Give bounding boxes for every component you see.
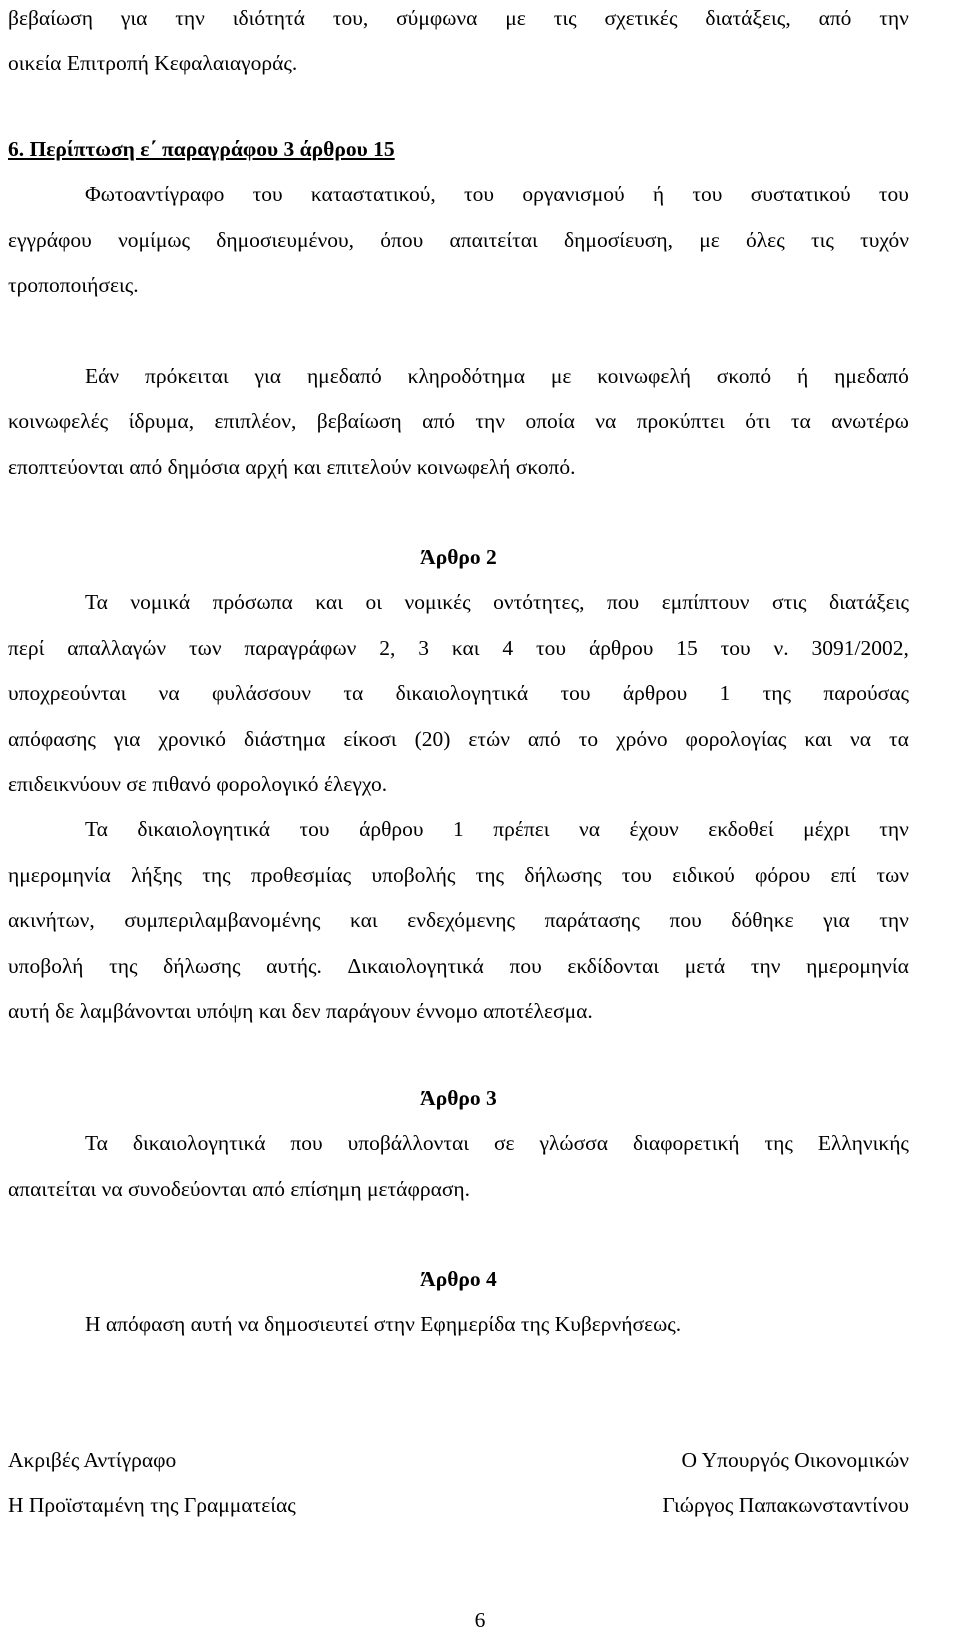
word: εγγράφου <box>8 227 92 252</box>
article-4-section <box>8 1257 909 1348</box>
word: βεβαίωση <box>8 6 93 30</box>
word: για <box>823 908 850 933</box>
word: να <box>579 817 601 842</box>
word: Δικαιολογητικά <box>347 953 484 978</box>
word: και <box>804 726 833 751</box>
word: παράτασης <box>544 908 640 933</box>
paragraph-line: αυτή δε λαμβάνονται υπόψη και δεν παράγουν έννομο αποτέλεσμα. <box>8 998 593 1023</box>
word: ετών <box>468 726 510 751</box>
paragraph-line: εποπτεύονται από δημόσια αρχή και επιτελούν κοινωφελή σκοπό. <box>8 454 576 479</box>
word: για <box>254 364 282 388</box>
word: υποβάλλονται <box>347 1131 470 1156</box>
word: ακινήτων, <box>8 908 95 933</box>
word: σε <box>493 1131 515 1156</box>
word: Φωτοαντίγραφο <box>85 182 225 207</box>
paragraph-line: τροποποιήσεις. <box>8 273 139 298</box>
signature-right-line-1: Ο Υπουργός Οικονομικών <box>681 1448 909 1472</box>
word: του, <box>332 6 369 30</box>
case-6-heading: 6. Περίπτωση ε΄ παραγράφου 3 άρθρου 15 <box>8 137 395 161</box>
word: κοινωφελές <box>8 409 109 434</box>
word: τις <box>553 6 577 30</box>
word: ειδικού <box>672 862 735 887</box>
word: του <box>560 681 591 706</box>
article-3-heading: Άρθρο 3 <box>420 1086 497 1110</box>
article-2-heading: Άρθρο 2 <box>420 545 497 569</box>
article-3-section <box>8 1076 909 1212</box>
word: Εάν <box>85 364 120 388</box>
word: για <box>120 6 148 30</box>
justified-line <box>8 853 909 898</box>
word: υποβολής <box>371 862 456 887</box>
justified-line <box>8 172 909 217</box>
word: όλες <box>746 227 785 252</box>
word: 3091/2002, <box>811 635 909 660</box>
word: επιπλέον, <box>214 409 297 434</box>
word: τα <box>790 409 811 434</box>
word: ότι <box>745 409 771 434</box>
word: ή <box>652 182 665 207</box>
word: ημεδαπό <box>306 364 382 388</box>
word: αυτής. <box>266 953 322 978</box>
word: την <box>879 6 909 30</box>
word: νομίμως <box>118 227 191 252</box>
word: χρονικό <box>158 726 226 751</box>
word: οι <box>365 590 383 615</box>
word: φυλάσσουν <box>211 681 312 706</box>
word: έχουν <box>629 817 679 842</box>
word: επί <box>830 862 857 887</box>
word: 15 <box>676 635 698 660</box>
word: την <box>750 953 781 978</box>
word: δημοσίευση, <box>564 227 673 252</box>
word: πρόσωπα <box>212 590 293 615</box>
word: στις <box>771 590 807 615</box>
word: δημοσιευμένου, <box>216 227 355 252</box>
paragraph-line: επιδεικνύουν σε πιθανό φορολογικό έλεγχο. <box>8 771 388 796</box>
word: τα <box>343 681 364 706</box>
word: διατάξεις, <box>705 6 791 30</box>
word: με <box>550 364 572 388</box>
word: του <box>878 182 909 207</box>
word: από <box>818 6 852 30</box>
top-paragraph <box>8 0 909 87</box>
signature-right-line-2: Γιώργος Παπακωνσταντίνου <box>662 1493 909 1518</box>
paragraph-line: Η απόφαση αυτή να δημοσιευτεί στην Εφημερίδα της Κυβερνήσεως. <box>85 1312 682 1337</box>
word: τις <box>810 227 834 252</box>
justified-line <box>8 218 909 263</box>
word: νομικά <box>130 590 191 615</box>
word: (20) <box>414 726 451 751</box>
word: συστατικού <box>750 182 851 207</box>
word: το <box>578 726 599 751</box>
word: του <box>692 182 723 207</box>
word: και <box>349 908 378 933</box>
word: διάστημα <box>243 726 326 751</box>
case-6-extra-paragraph <box>8 354 909 490</box>
word: ανωτέρω <box>831 409 909 434</box>
word: σχετικές <box>604 6 678 30</box>
word: φόρου <box>754 862 811 887</box>
word: βεβαίωση <box>316 409 402 434</box>
word: σκοπό <box>716 364 772 388</box>
word: μέχρι <box>803 817 850 842</box>
word: υποβολή <box>8 953 84 978</box>
justified-line <box>8 1121 909 1166</box>
word: ν. <box>773 635 789 660</box>
word: δικαιολογητικά <box>395 681 529 706</box>
word: από <box>422 409 455 434</box>
word: άρθρου <box>359 817 424 842</box>
word: την <box>175 6 205 30</box>
word: οποία <box>525 409 575 434</box>
word: συμπεριλαμβανομένης <box>124 908 321 933</box>
article-2-section <box>8 535 909 1034</box>
word: Ελληνικής <box>817 1131 909 1156</box>
word: της <box>109 953 138 978</box>
signature-row <box>8 1438 909 1483</box>
word: περί <box>8 635 45 660</box>
signature-row <box>8 1483 909 1528</box>
case-6-section <box>8 127 909 309</box>
word: ή <box>796 364 809 388</box>
word: απόφασης <box>8 726 96 751</box>
article-4-heading: Άρθρο 4 <box>420 1267 497 1291</box>
word: να <box>595 409 617 434</box>
word: Τα <box>85 590 108 615</box>
justified-line <box>8 944 909 989</box>
word: κληροδότημα <box>407 364 525 388</box>
word: πρέπει <box>493 817 550 842</box>
word: 1 <box>719 681 731 706</box>
word: τυχόν <box>860 227 909 252</box>
word: γλώσσα <box>539 1131 609 1156</box>
justified-line <box>8 399 909 444</box>
word: 4 <box>502 635 514 660</box>
word: των <box>189 635 222 660</box>
word: κοινωφελή <box>597 364 691 388</box>
word: που <box>669 908 702 933</box>
word: δικαιολογητικά <box>132 1131 266 1156</box>
word: ιδιότητά <box>232 6 305 30</box>
word: διατάξεις <box>829 590 909 615</box>
word: καταστατικού, <box>310 182 436 207</box>
justified-line <box>8 354 909 399</box>
signature-left-line-2: Η Προϊσταμένη της Γραμματείας <box>8 1493 296 1518</box>
word: ίδρυμα, <box>128 409 195 434</box>
word: που <box>290 1131 323 1156</box>
word: ημερομηνία <box>8 862 111 887</box>
word: εκδοθεί <box>708 817 774 842</box>
word: 1 <box>453 817 464 842</box>
word: 2, <box>379 635 396 660</box>
word: είκοσι <box>343 726 397 751</box>
word: ενδεχόμενης <box>407 908 515 933</box>
word: χρόνο <box>616 726 668 751</box>
justified-line <box>8 807 909 852</box>
page-number: 6 <box>474 1608 486 1632</box>
justified-line <box>8 0 909 41</box>
justified-line <box>8 626 909 671</box>
word: την <box>475 409 506 434</box>
word: άρθρου <box>588 635 654 660</box>
word: Τα <box>85 1131 108 1156</box>
word: για <box>113 726 141 751</box>
word: 3 <box>418 635 429 660</box>
word: παρούσας <box>823 681 909 706</box>
word: της <box>475 862 505 887</box>
word: οργανισμού <box>522 182 625 207</box>
word: άρθρου <box>622 681 688 706</box>
word: ημερομηνία <box>806 953 909 978</box>
word: ημεδαπό <box>834 364 909 388</box>
justified-line <box>8 580 909 625</box>
word: του <box>720 635 751 660</box>
word: όπου <box>380 227 424 252</box>
word: και <box>451 635 480 660</box>
word: παραγράφων <box>244 635 357 660</box>
word: του <box>252 182 283 207</box>
word: εκδίδονται <box>567 953 660 978</box>
word: Τα <box>85 817 108 842</box>
word: των <box>876 862 909 887</box>
word: που <box>606 590 640 615</box>
word: προθεσμίας <box>250 862 352 887</box>
word: να <box>850 726 872 751</box>
word: δήλωσης <box>524 862 602 887</box>
signature-block <box>8 1438 909 1529</box>
word: της <box>762 681 792 706</box>
word: της <box>202 862 231 887</box>
word: από <box>527 726 561 751</box>
word: που <box>509 953 542 978</box>
word: πρόκειται <box>144 364 229 388</box>
word: δήλωσης <box>163 953 241 978</box>
word: δικαιολογητικά <box>137 817 271 842</box>
word: δόθηκε <box>731 908 794 933</box>
word: με <box>699 227 720 252</box>
word: νομικές <box>404 590 471 615</box>
word: φορολογίας <box>685 726 787 751</box>
word: μετά <box>684 953 726 978</box>
word: με <box>505 6 526 30</box>
word: της <box>764 1131 793 1156</box>
word: οντότητες, <box>493 590 585 615</box>
justified-line <box>8 898 909 943</box>
word: την <box>879 817 909 842</box>
signature-left-line-1: Ακριβές Αντίγραφο <box>8 1448 177 1472</box>
word: του <box>464 182 495 207</box>
word: υποχρεούνται <box>8 681 127 706</box>
word: διαφορετική <box>632 1131 740 1156</box>
word: του <box>536 635 567 660</box>
word: και <box>315 590 343 615</box>
word: σύμφωνα <box>396 6 478 30</box>
justified-line <box>8 671 909 716</box>
word: τα <box>888 726 909 751</box>
word: λήξης <box>131 862 182 887</box>
justified-line <box>8 717 909 762</box>
word: του <box>621 862 652 887</box>
word: εμπίπτουν <box>661 590 750 615</box>
paragraph-line: οικεία Επιτροπή Κεφαλαιαγοράς. <box>8 51 298 76</box>
word: την <box>879 908 909 933</box>
word: απαλλαγών <box>67 635 167 660</box>
word: απαιτείται <box>449 227 538 252</box>
word: του <box>299 817 330 842</box>
word: να <box>158 681 180 706</box>
word: προκύπτει <box>636 409 725 434</box>
paragraph-line: απαιτείται να συνοδεύονται από επίσημη μετάφραση. <box>8 1176 471 1201</box>
